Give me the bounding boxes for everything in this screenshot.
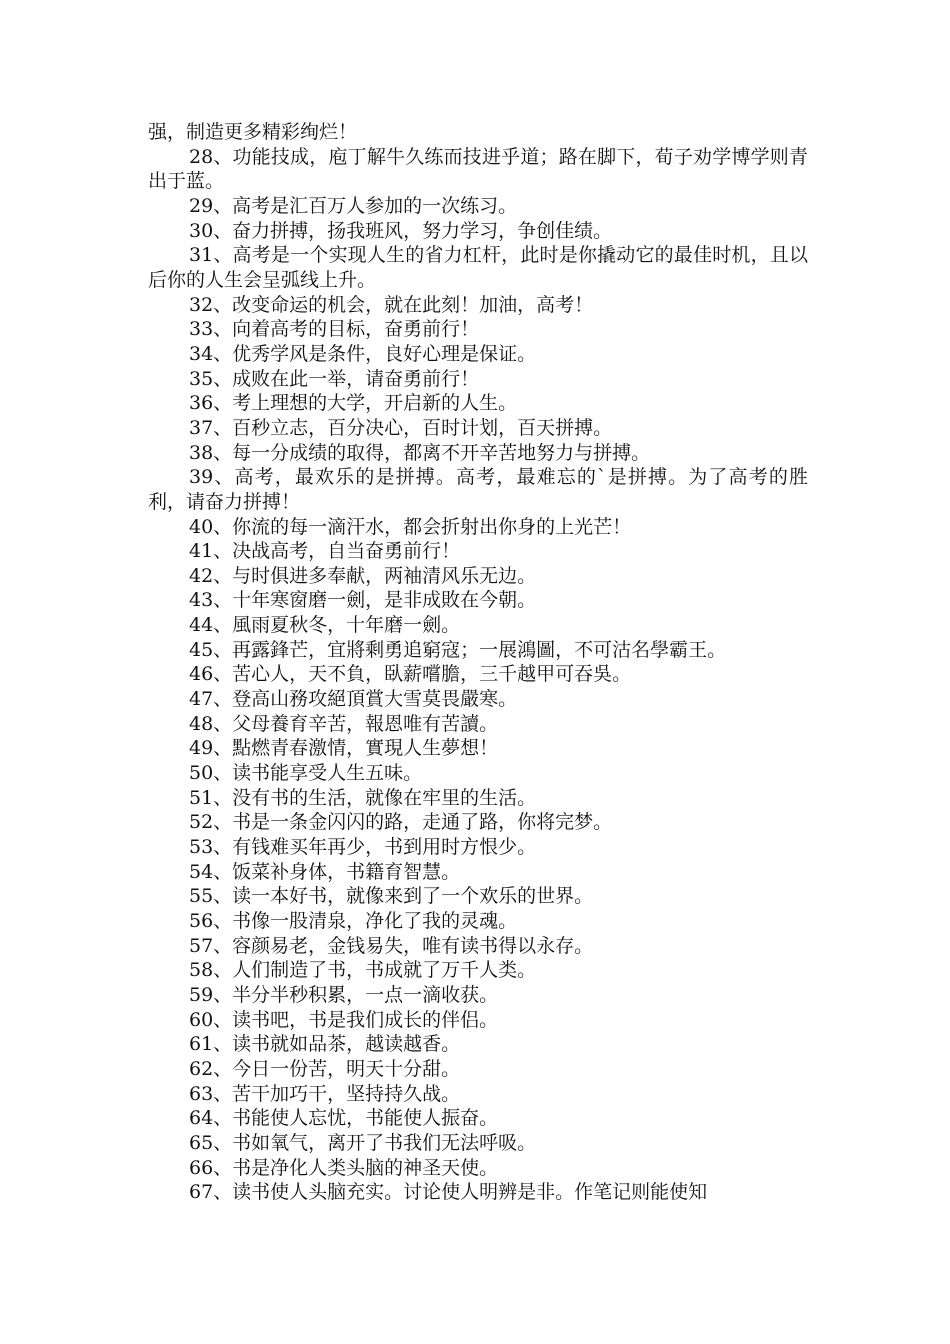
paragraph-40: 40、你流的每一滴汗水，都会折射出你身的上光芒！ — [189, 515, 632, 538]
paragraph-44: 44、風雨夏秋冬，十年磨一劍。 — [189, 614, 461, 637]
paragraph-51: 51、没有书的生活，就像在牢里的生活。 — [189, 786, 537, 809]
paragraph-60: 60、读书吧，书是我们成长的伴侣。 — [189, 1008, 499, 1031]
document-body — [148, 120, 808, 1205]
paragraph-64: 64、书能使人忘忧，书能使人振奋。 — [189, 1107, 499, 1130]
paragraph-37: 37、百秒立志，百分决心，百时计划，百天拼搏。 — [189, 416, 613, 439]
paragraph-63: 63、苦干加巧干，坚持持久战。 — [189, 1082, 461, 1105]
paragraph-28: 28、功能技成，庖丁解牛久练而技进乎道；路在脚下，荀子劝学博学则青出于蓝。 — [148, 145, 808, 193]
paragraph-50: 50、读书能享受人生五味。 — [189, 762, 423, 785]
paragraph-49: 49、點燃青春激情，實現人生夢想！ — [189, 737, 499, 760]
paragraph-32: 32、改变命运的机会，就在此刻！加油，高考！ — [189, 293, 594, 316]
paragraph-57: 57、容颜易老，金钱易失，唯有读书得以永存。 — [189, 934, 594, 957]
paragraph-30: 30、奋力拼搏，扬我班风，努力学习，争创佳绩。 — [189, 219, 613, 242]
paragraph-48: 48、父母養育辛苦，報恩唯有苦讀。 — [189, 712, 499, 735]
paragraph-67: 67、读书使人头脑充实。讨论使人明辨是非。作笔记则能使知 — [189, 1181, 708, 1204]
paragraph-45: 45、再露鋒芒，宜將剩勇追窮寇；一展鴻圖，不可沽名學霸王。 — [189, 638, 727, 661]
paragraph-62: 62、今日一份苦，明天十分甜。 — [189, 1057, 461, 1080]
paragraph-38: 38、每一分成绩的取得，都离不开辛苦地努力与拼搏。 — [189, 441, 651, 464]
paragraph-33: 33、向着高考的目标，奋勇前行！ — [189, 318, 480, 341]
paragraph-46: 46、苦心人，天不負，臥薪嚐膽，三千越甲可吞吳。 — [189, 663, 632, 686]
paragraph-53: 53、有钱难买年再少，书到用时方恨少。 — [189, 836, 537, 859]
paragraph-31: 31、高考是一个实现人生的省力杠杆，此时是你撬动它的最佳时机，且以后你的人生会呈弧线上升。 — [148, 244, 808, 291]
paragraph-59: 59、半分半秒积累，一点一滴收获。 — [189, 983, 499, 1006]
paragraph-55: 55、读一本好书，就像来到了一个欢乐的世界。 — [189, 885, 594, 908]
paragraph-35: 35、成败在此一举，请奋勇前行！ — [189, 367, 480, 390]
paragraph-39: 39、高考，最欢乐的是拼搏。高考，最难忘的`是拼搏。为了高考的胜利，请奋力拼搏！ — [148, 466, 808, 513]
paragraph-43: 43、十年寒窗磨一劍，是非成敗在今朝。 — [189, 589, 537, 612]
paragraph-61: 61、读书就如品茶，越读越香。 — [189, 1033, 461, 1056]
paragraph-continuation: 强，制造更多精彩绚烂！ — [148, 121, 358, 143]
paragraph-47: 47、登高山務攻絕頂賞大雪莫畏嚴寒。 — [189, 688, 518, 711]
paragraph-65: 65、书如氧气，离开了书我们无法呼吸。 — [189, 1131, 537, 1154]
paragraph-58: 58、人们制造了书，书成就了万千人类。 — [189, 959, 537, 982]
paragraph-56: 56、书像一股清泉，净化了我的灵魂。 — [189, 910, 518, 932]
paragraph-54: 54、饭菜补身体，书籍育智慧。 — [189, 860, 461, 883]
paragraph-42: 42、与时俱进多奉献，两袖清风乐无边。 — [189, 564, 537, 587]
paragraph-36: 36、考上理想的大学，开启新的人生。 — [189, 392, 518, 415]
paragraph-34: 34、优秀学风是条件，良好心理是保证。 — [189, 342, 537, 365]
paragraph-66: 66、书是净化人类头脑的神圣天使。 — [189, 1156, 499, 1179]
paragraph-29: 29、高考是汇百万人参加的一次练习。 — [189, 194, 518, 217]
paragraph-52: 52、书是一条金闪闪的路，走通了路，你将完梦。 — [189, 811, 613, 834]
paragraph-41: 41、决战高考，自当奋勇前行！ — [189, 540, 461, 563]
